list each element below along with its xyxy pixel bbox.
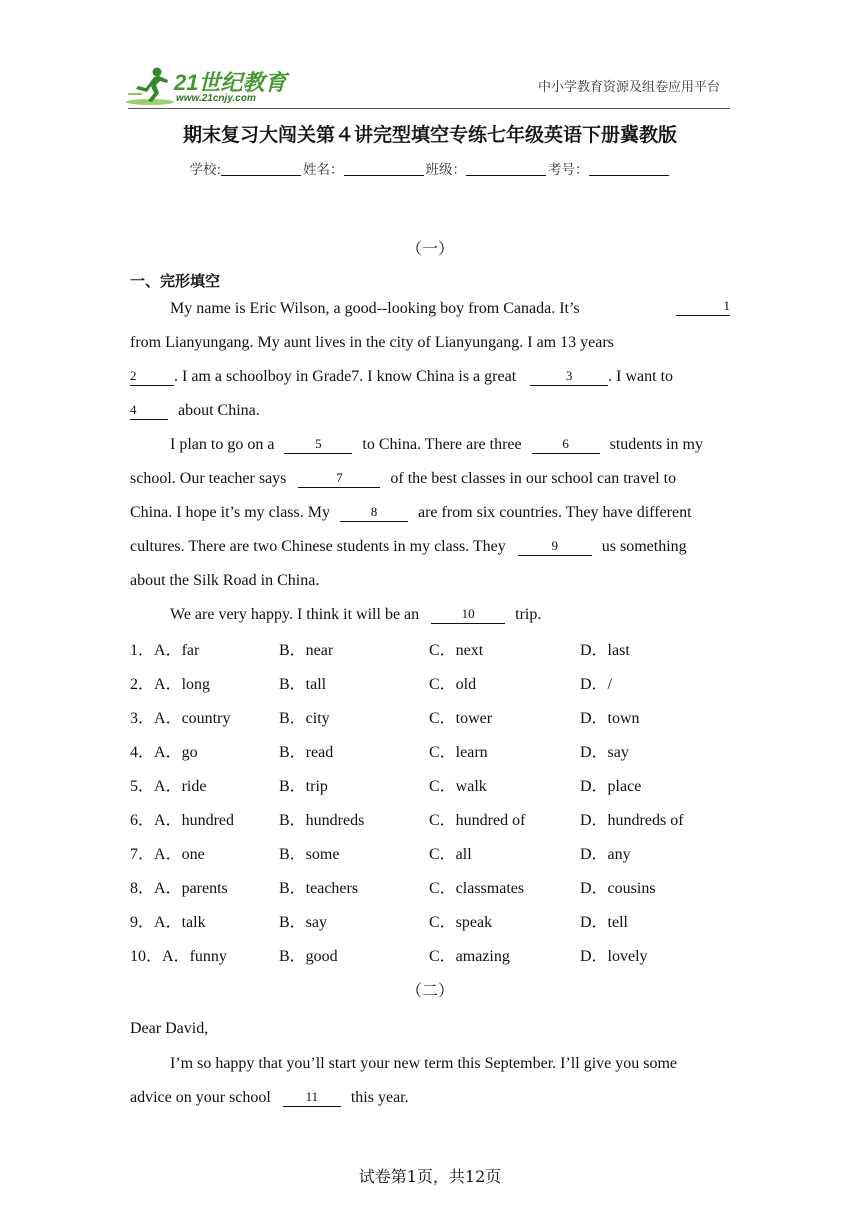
option-c[interactable]: C．classmates (429, 880, 525, 897)
school-label: 学校: (189, 162, 222, 178)
student-info-line (0, 158, 860, 178)
question-number: 5． (130, 778, 155, 795)
passage-line-5 (130, 435, 732, 455)
passage2-line-2 (130, 1088, 732, 1108)
question-row (130, 671, 732, 691)
option-a[interactable] (130, 637, 199, 660)
name-field[interactable] (344, 161, 424, 176)
option-d[interactable]: D．place (580, 778, 642, 795)
question-number: 7． (130, 846, 155, 863)
passage-text: us something (601, 538, 687, 555)
logo-url: www.21cnjy.com (176, 93, 256, 104)
option-d[interactable]: D．tell (580, 914, 628, 931)
passage-line-6 (130, 469, 732, 489)
exam-no-label: 考号： (548, 162, 589, 178)
blank-3[interactable]: 3 (530, 369, 608, 386)
option-c[interactable]: C．amazing (429, 948, 510, 965)
passage-text: . I want to (608, 368, 674, 385)
site-logo (124, 64, 294, 108)
option-b[interactable]: B．near (279, 642, 334, 659)
option-a-text[interactable]: A．go (154, 744, 198, 761)
question-number: 3． (130, 710, 155, 727)
option-a-text[interactable]: A．parents (154, 880, 228, 897)
option-a-text[interactable]: A．funny (162, 948, 227, 965)
page-footer: 试卷第1页，共12页 (358, 1167, 502, 1186)
greeting-text: Dear David, (130, 1020, 209, 1037)
passage-text: from Lianyungang. My aunt lives in the city of Lianyungang. I am 13 years (130, 334, 614, 351)
option-c[interactable]: C．speak (429, 914, 493, 931)
question-number: 10． (130, 948, 163, 965)
option-c[interactable]: C．old (429, 676, 477, 693)
part-title-cloze: 一、完形填空 (130, 272, 221, 290)
header-divider (128, 108, 730, 109)
option-a-text[interactable]: A．talk (154, 914, 206, 931)
option-a[interactable] (130, 807, 234, 830)
letter-greeting (130, 1019, 732, 1039)
passage-line-4 (130, 401, 732, 421)
option-b[interactable]: B．read (279, 744, 334, 761)
passage-line-8 (130, 537, 732, 557)
question-number: 6． (130, 812, 155, 829)
passage-text: We are very happy. I think it will be an (170, 606, 420, 623)
platform-text: 中小学教育资源及组卷应用平台 (537, 80, 720, 95)
option-b[interactable]: B．city (279, 710, 330, 727)
passage-line-10 (130, 605, 732, 625)
question-row (130, 909, 732, 929)
blank-6[interactable]: 6 (532, 437, 600, 454)
passage-text: My name is Eric Wilson, a good--looking boy from Canada. It’s (170, 300, 580, 317)
section-one-mark: （一） (405, 239, 454, 258)
passage-line-3 (130, 367, 732, 387)
passage-text: students in my (609, 436, 703, 453)
option-b[interactable]: B．say (279, 914, 328, 931)
blank-10[interactable]: 10 (431, 607, 505, 624)
question-row (130, 739, 732, 759)
option-d[interactable]: D．cousins (580, 880, 656, 897)
option-a-text[interactable]: A．country (154, 710, 231, 727)
option-d[interactable]: D．last (580, 642, 630, 659)
blank-11[interactable]: 11 (283, 1090, 341, 1107)
option-d[interactable]: D．hundreds of (580, 812, 684, 829)
option-a[interactable] (130, 909, 206, 932)
question-number: 8． (130, 880, 155, 897)
school-field[interactable] (221, 161, 301, 176)
section-two-mark: （二） (405, 981, 454, 1000)
option-b[interactable]: B．trip (279, 778, 328, 795)
passage-text: this year. (350, 1089, 409, 1106)
option-d[interactable]: D．town (580, 710, 640, 727)
question-row (130, 637, 732, 657)
question-row (130, 875, 732, 895)
option-c[interactable]: C．tower (429, 710, 493, 727)
logo-text: 21世纪教育 (174, 70, 287, 95)
option-a-text[interactable]: A．far (154, 642, 200, 659)
passage-text: about the Silk Road in China. (130, 572, 320, 589)
class-label: 班级： (425, 162, 467, 178)
option-b[interactable]: B．tall (279, 676, 327, 693)
option-a[interactable] (130, 705, 230, 728)
passage-line-9 (130, 571, 732, 591)
blank-4[interactable]: 4 (130, 403, 168, 420)
option-a[interactable] (130, 875, 228, 898)
option-a-text[interactable]: A．hundred (154, 812, 235, 829)
passage-text: school. Our teacher says (130, 470, 287, 487)
question-row (130, 841, 732, 861)
option-a[interactable] (130, 841, 205, 864)
option-b[interactable]: B．hundreds (279, 812, 365, 829)
question-row (130, 943, 732, 963)
option-c[interactable]: C．next (429, 642, 484, 659)
option-b[interactable]: B．good (279, 948, 338, 965)
option-d[interactable]: D．lovely (580, 948, 648, 965)
option-b[interactable]: B．some (279, 846, 340, 863)
class-field[interactable] (466, 161, 546, 176)
option-a[interactable] (130, 671, 210, 694)
passage-text: I’m so happy that you’ll start your new term this September. I’ll give you some (170, 1055, 678, 1072)
blank-8[interactable]: 8 (340, 505, 408, 522)
blank-9[interactable]: 9 (518, 539, 592, 556)
option-a[interactable] (130, 773, 206, 796)
option-b[interactable]: B．teachers (279, 880, 359, 897)
question-number: 1． (130, 642, 155, 659)
passage-text: cultures. There are two Chinese students in my class. They (130, 538, 506, 555)
option-a-text[interactable]: A．long (154, 676, 211, 693)
option-c[interactable]: C．walk (429, 778, 487, 795)
question-row (130, 807, 732, 827)
question-row (130, 705, 732, 725)
passage-text: are from six countries. They have different (417, 504, 692, 521)
option-a-text[interactable]: A．ride (154, 778, 207, 795)
option-c[interactable]: C．hundred of (429, 812, 526, 829)
passage-text: . I am a schoolboy in Grade7. I know China is a great (174, 368, 517, 385)
option-c[interactable]: C．all (429, 846, 472, 863)
passage-text: advice on your school (130, 1089, 271, 1106)
passage-text: to China. There are three (362, 436, 522, 453)
option-a-text[interactable]: A．one (154, 846, 205, 863)
question-number: 9． (130, 914, 155, 931)
exam-no-field[interactable] (589, 161, 669, 176)
option-d[interactable]: D．any (580, 846, 631, 863)
passage-text: trip. (515, 606, 542, 623)
passage-text: about China. (178, 402, 260, 419)
runner-logo-icon (124, 64, 176, 108)
blank-5[interactable]: 5 (284, 437, 352, 454)
blank-2[interactable]: 2 (130, 369, 174, 386)
blank-1[interactable]: 1 (676, 299, 730, 316)
option-a[interactable] (130, 739, 198, 762)
passage-line-2 (130, 333, 732, 353)
option-a[interactable] (130, 943, 227, 966)
question-number: 4． (130, 744, 155, 761)
passage-line-7 (130, 503, 732, 523)
question-number: 2． (130, 676, 155, 693)
option-d[interactable]: D．/ (580, 676, 613, 693)
page-title: 期末复习大闯关第４讲完型填空专练七年级英语下册冀教版 (182, 124, 677, 146)
option-c[interactable]: C．learn (429, 744, 488, 761)
passage-text: China. I hope it’s my class. My (130, 504, 330, 521)
blank-7[interactable]: 7 (298, 471, 380, 488)
passage-text: I plan to go on a (170, 436, 275, 453)
passage-text: of the best classes in our school can travel to (390, 470, 677, 487)
question-row (130, 773, 732, 793)
name-label: 姓名： (303, 162, 344, 178)
option-d[interactable]: D．say (580, 744, 629, 761)
